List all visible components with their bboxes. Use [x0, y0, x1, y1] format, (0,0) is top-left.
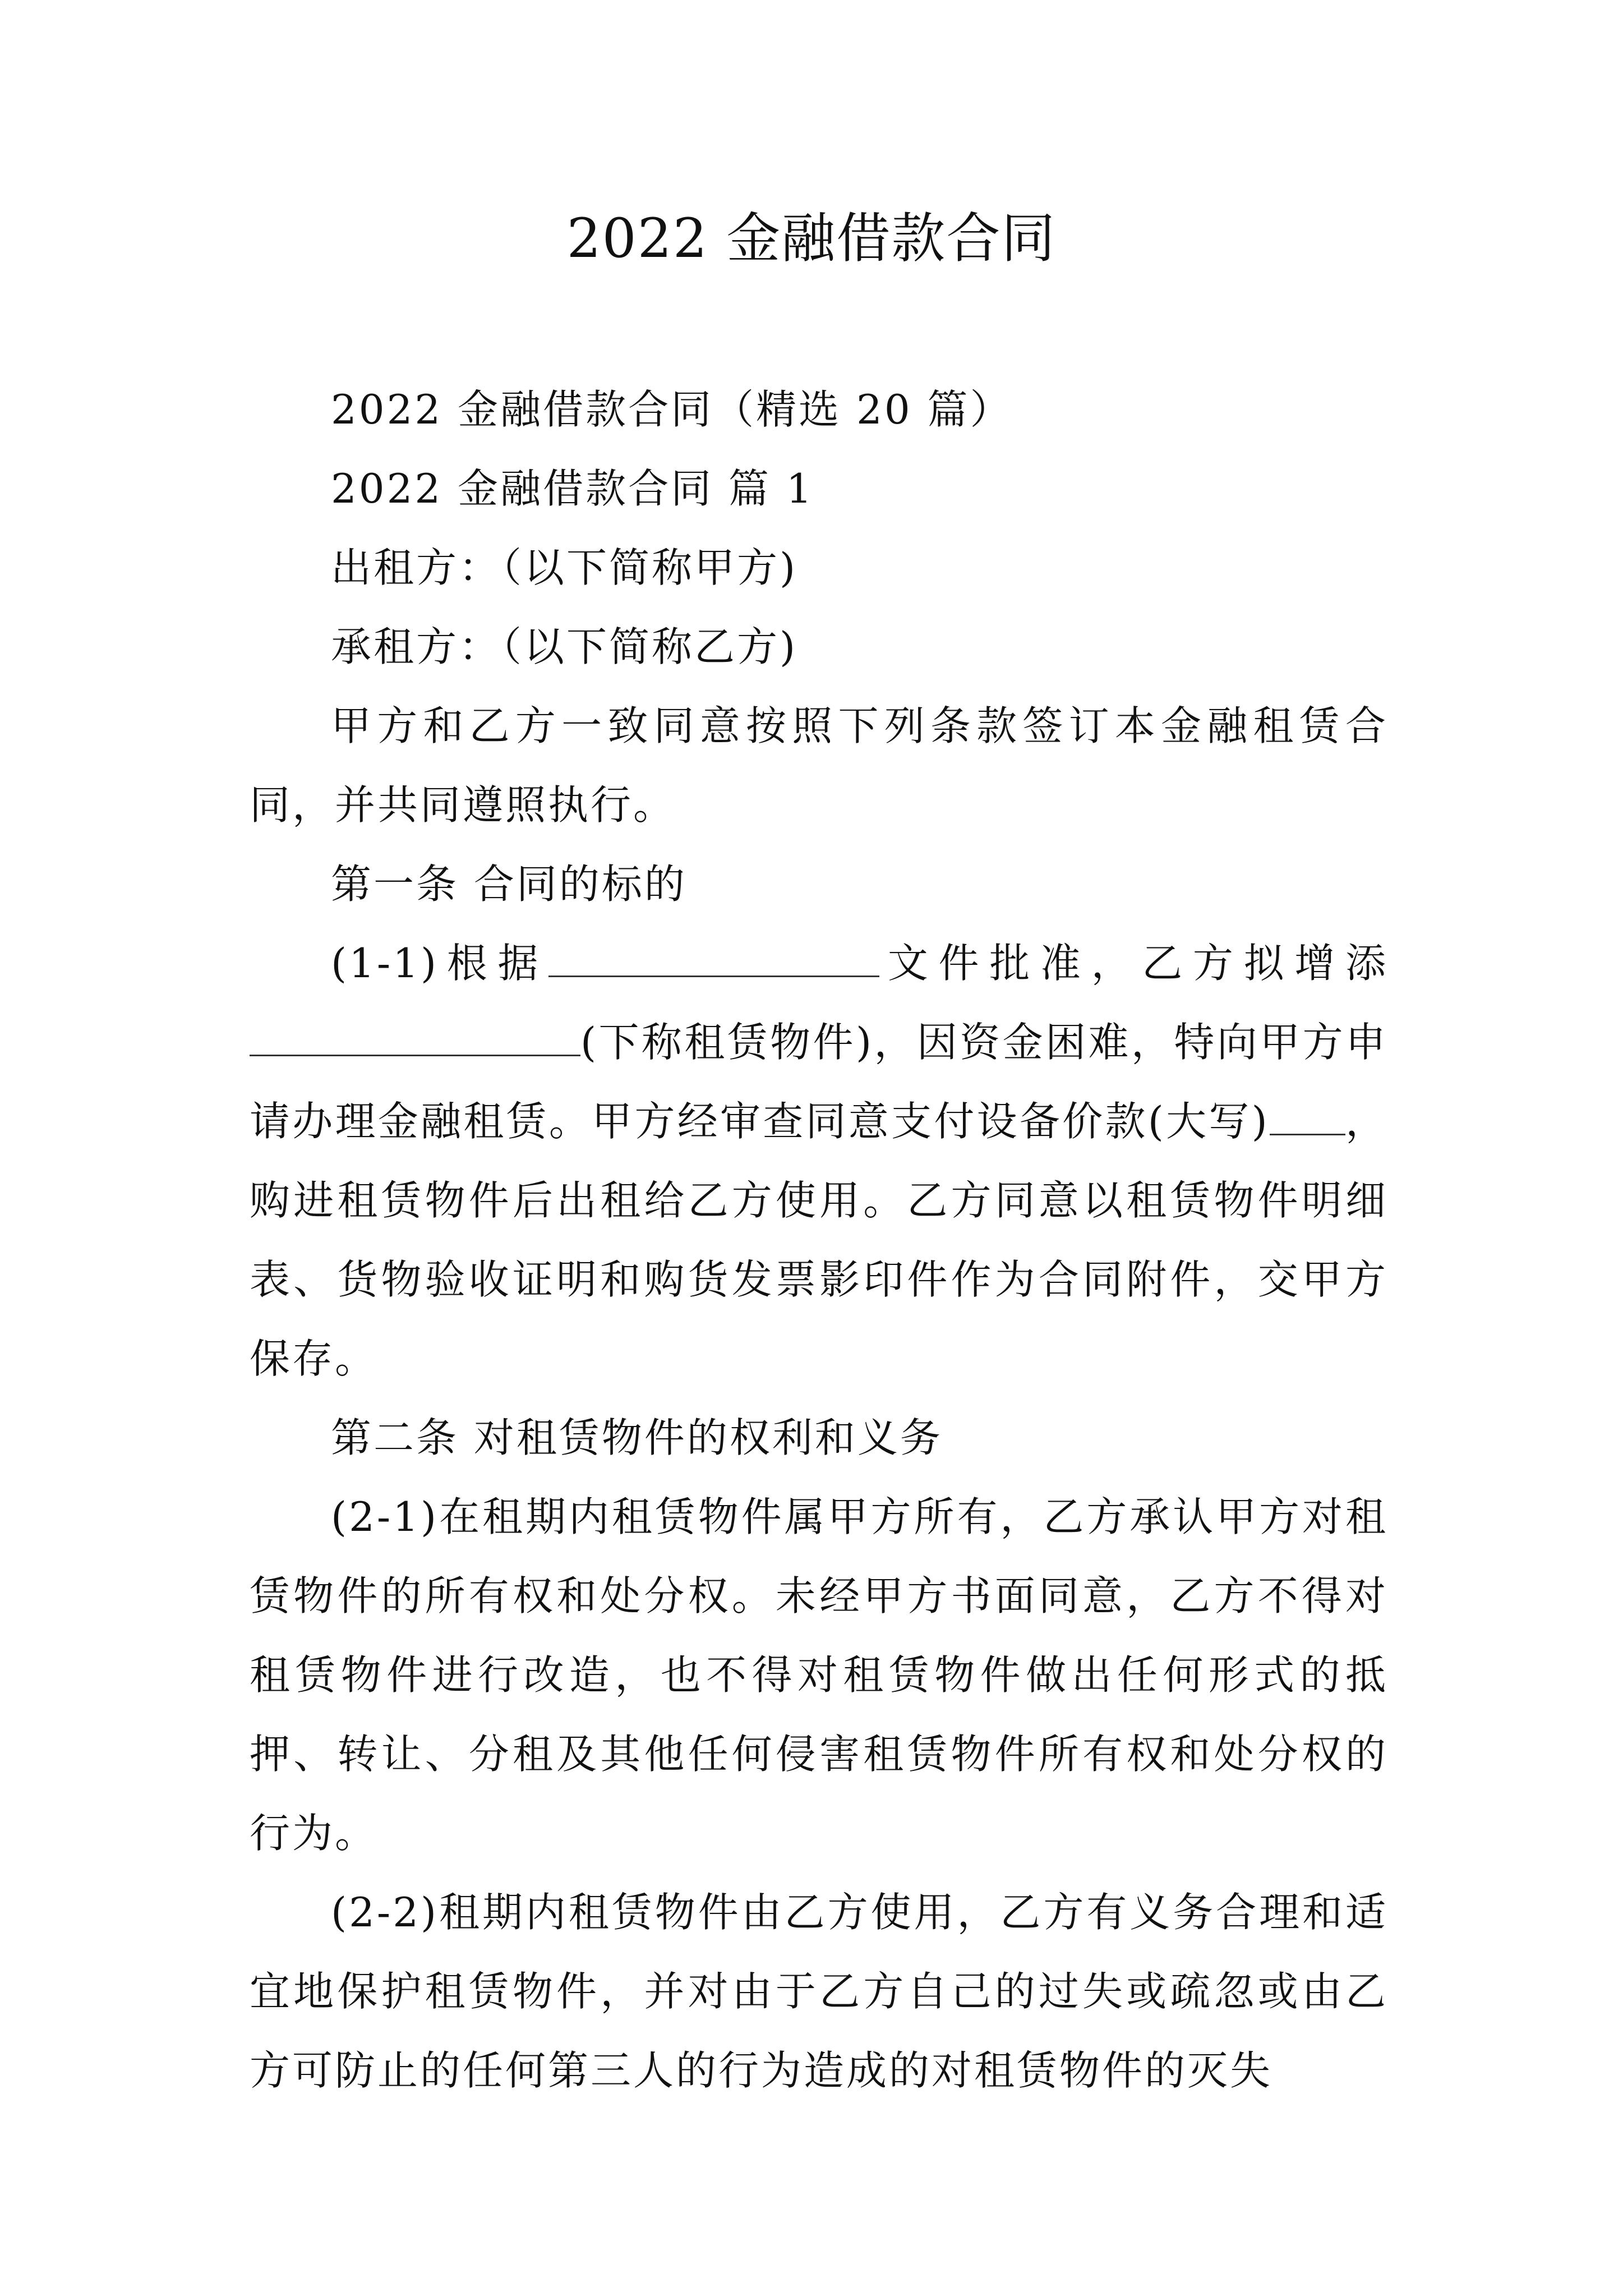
blank-field-price-amount: [1270, 1099, 1345, 1135]
blank-field-leased-item: [250, 1020, 580, 1056]
document-title: 2022 金融借款合同: [566, 207, 1057, 270]
section-heading: 2022 金融借款合同 篇 1: [331, 465, 814, 512]
clause-1-1-text-b: 文件批准，乙方拟增添: [879, 940, 1388, 987]
clause-1-1-text-a: (1-1)根据: [331, 940, 549, 987]
subtitle-paragraph: 2022 金融借款合同（精选 20 篇）: [331, 386, 1013, 433]
document-body: [250, 370, 1388, 2110]
lessee-line: 承租方：（以下简称乙方): [331, 623, 798, 670]
article-1-heading: 第一条 合同的标的: [331, 861, 687, 908]
blank-field-approval-document: [548, 941, 879, 977]
clause-1-1: [250, 924, 1388, 1398]
clause-2-1: (2-1)在租期内租赁物件属甲方所有，乙方承认甲方对租赁物件的所有权和处分权。未经甲方书面同意，乙方不得对租赁物件进行改造，也不得对租赁物件做出任何形式的抵押、转让、分租及其他任何侵害租赁物件所有权和处分权的行为。: [250, 1493, 1388, 1857]
intro-paragraph: 甲方和乙方一致同意按照下列条款签订本金融租赁合同，并共同遵照执行。: [250, 702, 1388, 829]
lessor-line: 出租方：（以下简称甲方): [331, 544, 798, 591]
article-2-heading: 第二条 对租赁物件的权利和义务: [331, 1414, 943, 1461]
clause-2-2: (2-2)租期内租赁物件由乙方使用，乙方有义务合理和适宜地保护租赁物件，并对由于乙方自己的过失或疏忽或由乙方可防止的任何第三人的行为造成的对租赁物件的灭失: [250, 1889, 1388, 2094]
clause-1-1-text-d: ，购进租赁物件后出租给乙方使用。乙方同意以租赁物件明细表、货物验收证明和购货发票影印件作为合同附件，交甲方保存。: [250, 1098, 1388, 1382]
clause-1-1-text-c: (下称租赁物件)，因资金困难，特向甲方申请办理金融租赁。甲方经审查同意支付设备价款(大写): [250, 1019, 1388, 1145]
